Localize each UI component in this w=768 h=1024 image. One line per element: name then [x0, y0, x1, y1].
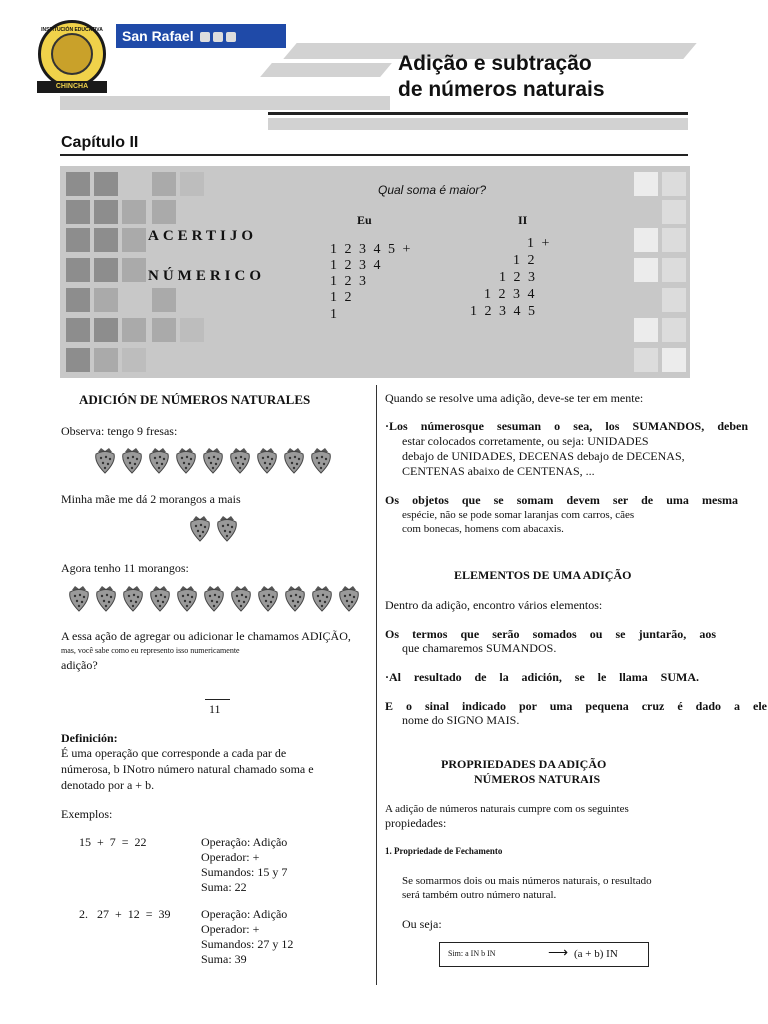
- strawberry-icon: [201, 446, 225, 474]
- point-1-line: estar colocados corretamente, ou seja: UNIDADES: [402, 434, 649, 448]
- example-detail: Operador: +: [201, 850, 260, 864]
- mae-text: Minha mãe me dá 2 morangos a mais: [61, 492, 241, 506]
- eleven-label: 11: [209, 702, 221, 716]
- strawberry-icon: [121, 584, 145, 612]
- strawberry-icon: [202, 584, 226, 612]
- strawberry-icon: [120, 446, 144, 474]
- strawberry-icon: [147, 446, 171, 474]
- property-1-line-2: será também outro número natural.: [402, 889, 557, 901]
- sum-row: 1 2 3 4: [484, 287, 537, 302]
- header-rule: [268, 112, 688, 115]
- definition-line-2: númerosa, b INotro número natural chamado soma e: [61, 762, 314, 776]
- elements-intro: Dentro da adição, encontro vários elementos:: [385, 598, 603, 612]
- strawberry-icon: [188, 514, 212, 542]
- example-detail: Operador: +: [201, 922, 260, 936]
- implies-arrow-icon: ⟶: [548, 946, 569, 961]
- strawberry-icon: [93, 446, 117, 474]
- formula-left: Sim: a IN b IN: [448, 949, 496, 958]
- brand-name: San Rafael: [122, 28, 194, 44]
- strawberry-icon: [215, 514, 239, 542]
- strawberry-icon: [337, 584, 361, 612]
- properties-intro-2: propiedades:: [385, 816, 447, 830]
- example-detail: Suma: 39: [201, 952, 247, 966]
- element-1-first-line: Os termos que serão somados ou se juntarão, aos: [385, 627, 716, 641]
- flag-icon: [200, 32, 210, 42]
- intro-text: Quando se resolve uma adição, deve-se ter em mente:: [385, 391, 644, 405]
- brand-banner: [116, 24, 286, 48]
- strawberry-icon: [283, 584, 307, 612]
- puzzle-word-1: ACERTIJO: [148, 228, 257, 244]
- sum-row: 1 2 3 4 5 +: [330, 242, 413, 257]
- example-detail: Sumandos: 15 y 7: [201, 865, 288, 879]
- properties-heading-1: PROPRIEDADES DA ADIÇÃO: [441, 757, 607, 771]
- ou-seja-label: Ou seja:: [402, 917, 442, 931]
- element-1-rest: que chamaremos SUMANDOS.: [402, 641, 557, 655]
- example-detail: Suma: 22: [201, 880, 247, 894]
- sum-row: 1 2 3 4: [330, 258, 383, 273]
- strawberry-icon: [67, 584, 91, 612]
- strawberry-icon: [310, 584, 334, 612]
- strawberry-row-11: [67, 584, 364, 617]
- school-badge-logo: [38, 20, 106, 88]
- example-1-details: [201, 835, 287, 895]
- acao-text-line-2: mas, você sabe como eu represento isso numericamente: [61, 646, 240, 655]
- puzzle-question: Qual soma é maior?: [378, 183, 487, 197]
- sum-row: 1 2: [513, 253, 537, 268]
- strawberry-icon: [282, 446, 306, 474]
- point-2-line: espécie, não se pode somar laranjas com carros, cães: [402, 509, 635, 521]
- badge-top-text: INSTITUCIÓN EDUCATIVA: [41, 27, 103, 33]
- crest-icon: [213, 32, 223, 42]
- header-stripe: [268, 118, 688, 130]
- emblem-icon: [226, 32, 236, 42]
- element-3-rest: nome do SIGNO MAIS.: [402, 713, 520, 727]
- sum-row: 1 2 3 4 5: [470, 304, 537, 319]
- strawberry-icon: [309, 446, 333, 474]
- example-detail: Operação: Adição: [201, 835, 288, 849]
- point-1-first-line: ·Los númerosque sesuman o sea, los SUMANDOS, deben: [385, 419, 748, 433]
- chapter-rule: [60, 154, 688, 156]
- acao-text-line-1: A essa ação de agregar ou adicionar le chamamos ADIÇÃO,: [61, 629, 351, 643]
- property-1-title: 1. Propriedade de Fechamento: [385, 846, 503, 856]
- header-stripe: [60, 96, 390, 110]
- elements-heading: ELEMENTOS DE UMA ADIÇÃO: [454, 568, 632, 582]
- strawberry-icon: [174, 446, 198, 474]
- sum-row: 1 +: [527, 236, 552, 251]
- strawberry-row-2: [188, 514, 242, 547]
- point-1-line: debajo de UNIDADES, DECENAS debajo de DECENAS,: [402, 449, 685, 463]
- example-2-details: [201, 907, 293, 967]
- strawberry-icon: [256, 584, 280, 612]
- element-3-first-line: E o sinal indicado por uma pequena cruz é dado a ele: [385, 699, 767, 713]
- element-2: ·Al resultado de la adición, se le llama SUMA.: [385, 670, 699, 684]
- example-1-expression: 15 + 7 = 22: [79, 835, 147, 849]
- examples-label: Exemplos:: [61, 807, 113, 821]
- sum-row: 1 2 3: [499, 270, 537, 285]
- sum-row: 1 2: [330, 290, 354, 305]
- chapter-label: Capítulo II: [61, 134, 139, 151]
- page-title-line-2: de números naturais: [398, 78, 605, 101]
- example-detail: Sumandos: 27 y 12: [201, 937, 294, 951]
- formula-right: (a + b) IN: [574, 948, 618, 960]
- header-stripe: [260, 63, 392, 77]
- sum-row: 1: [330, 307, 339, 322]
- badge-bottom-text: CHINCHA: [37, 81, 107, 93]
- strawberry-icon: [148, 584, 172, 612]
- strawberry-icon: [255, 446, 279, 474]
- definition-title: Definición:: [61, 731, 118, 745]
- badge-emblem-icon: [51, 33, 93, 75]
- page-title-line-1: Adição e subtração: [398, 52, 592, 75]
- definition-line-3: denotado por a + b.: [61, 778, 155, 792]
- acao-text-line-3: adição?: [61, 658, 98, 672]
- agora-text: Agora tenho 11 morangos:: [61, 561, 189, 575]
- point-1-body: [402, 434, 685, 479]
- properties-intro-1: A adição de números naturais cumpre com os seguintes: [385, 803, 629, 815]
- strawberry-icon: [94, 584, 118, 612]
- definition-line-1: É uma operação que corresponde a cada par de: [61, 746, 287, 760]
- example-detail: Operação: Adição: [201, 907, 288, 921]
- strawberry-icon: [175, 584, 199, 612]
- column-label-ii: II: [518, 213, 528, 227]
- section-heading: ADICIÓN DE NÚMEROS NATURALES: [79, 392, 311, 407]
- properties-heading-2: NÚMEROS NATURAIS: [474, 772, 601, 786]
- column-label-eu: Eu: [357, 213, 372, 227]
- strawberry-row-9: [93, 446, 336, 479]
- sum-row: 1 2 3: [330, 274, 368, 289]
- strawberry-icon: [228, 446, 252, 474]
- property-1-line-1: Se somarmos dois ou mais números naturais, o resultado: [402, 875, 652, 887]
- point-2-body: [402, 508, 634, 536]
- strawberry-icon: [229, 584, 253, 612]
- observa-text: Observa: tengo 9 fresas:: [61, 424, 178, 438]
- point-2-first-line: Os objetos que se somam devem ser de uma mesma: [385, 493, 738, 507]
- puzzle-word-2: NÚMERICO: [148, 268, 265, 284]
- point-1-line: CENTENAS abaixo de CENTENAS, ...: [402, 464, 595, 478]
- point-2-line: com bonecas, homens com abacaxis.: [402, 523, 564, 535]
- fraction-bar: [205, 699, 230, 700]
- column-divider: [376, 385, 377, 985]
- example-2-expression: 2. 27 + 12 = 39: [79, 907, 171, 921]
- closure-formula-box: [439, 942, 649, 967]
